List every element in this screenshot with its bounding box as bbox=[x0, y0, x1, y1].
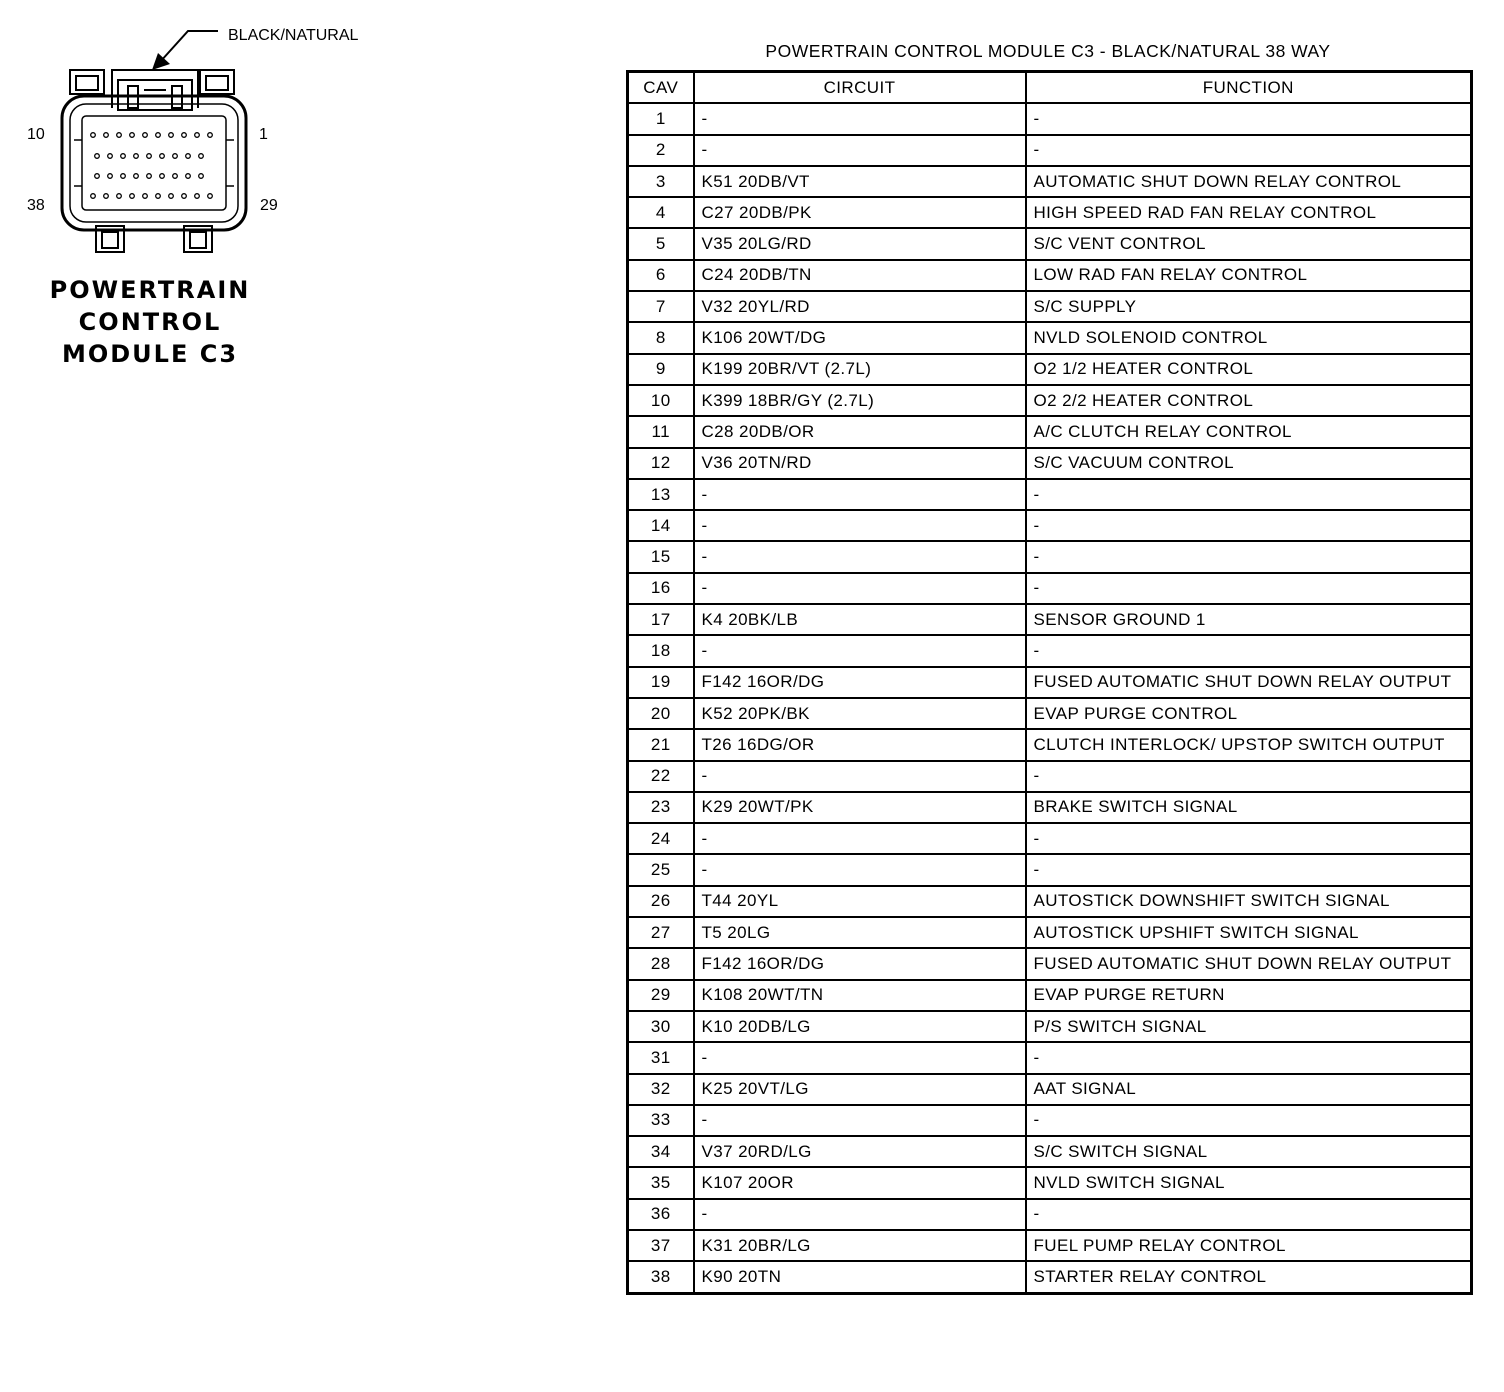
cell-circuit: K10 20DB/LG bbox=[694, 1011, 1026, 1042]
connector-title bbox=[30, 274, 270, 370]
cell-circuit: T26 16DG/OR bbox=[694, 729, 1026, 760]
cell-cav: 16 bbox=[628, 573, 694, 604]
cell-cav: 25 bbox=[628, 854, 694, 885]
table-row bbox=[628, 1074, 1472, 1105]
table-row bbox=[628, 1042, 1472, 1073]
table-row bbox=[628, 604, 1472, 635]
connector-pins bbox=[91, 133, 213, 199]
table-title: POWERTRAIN CONTROL MODULE C3 - BLACK/NATURAL 38 WAY bbox=[765, 41, 1331, 61]
cell-function: FUSED AUTOMATIC SHUT DOWN RELAY OUTPUT bbox=[1026, 948, 1472, 979]
cell-circuit: - bbox=[694, 510, 1026, 541]
cell-function: - bbox=[1026, 823, 1472, 854]
cell-cav: 22 bbox=[628, 761, 694, 792]
header-circuit: CIRCUIT bbox=[694, 72, 1026, 104]
cell-function: - bbox=[1026, 761, 1472, 792]
cell-cav: 18 bbox=[628, 635, 694, 666]
table-row bbox=[628, 385, 1472, 416]
table-row bbox=[628, 854, 1472, 885]
table-row bbox=[628, 103, 1472, 134]
header-cav: CAV bbox=[628, 72, 694, 104]
cell-function: HIGH SPEED RAD FAN RELAY CONTROL bbox=[1026, 197, 1472, 228]
table-row bbox=[628, 573, 1472, 604]
table-row bbox=[628, 698, 1472, 729]
cell-circuit: C24 20DB/TN bbox=[694, 260, 1026, 291]
pinout-table-body bbox=[628, 103, 1472, 1293]
cell-cav: 20 bbox=[628, 698, 694, 729]
cell-function: CLUTCH INTERLOCK/ UPSTOP SWITCH OUTPUT bbox=[1026, 729, 1472, 760]
table-row bbox=[628, 1230, 1472, 1261]
cell-cav: 14 bbox=[628, 510, 694, 541]
cell-cav: 9 bbox=[628, 354, 694, 385]
table-row bbox=[628, 354, 1472, 385]
cell-circuit: - bbox=[694, 1199, 1026, 1230]
cell-circuit: K25 20VT/LG bbox=[694, 1074, 1026, 1105]
connector-title-line-2: CONTROL bbox=[78, 308, 222, 336]
cell-cav: 10 bbox=[628, 385, 694, 416]
table-row bbox=[628, 135, 1472, 166]
table-row bbox=[628, 448, 1472, 479]
cell-circuit: - bbox=[694, 1042, 1026, 1073]
cell-cav: 7 bbox=[628, 291, 694, 322]
cell-cav: 23 bbox=[628, 792, 694, 823]
cell-cav: 1 bbox=[628, 103, 694, 134]
connector-title-line-3: MODULE C3 bbox=[61, 340, 239, 368]
cell-circuit: - bbox=[694, 135, 1026, 166]
leader-line bbox=[160, 31, 218, 62]
cell-function: - bbox=[1026, 135, 1472, 166]
table-row bbox=[628, 166, 1472, 197]
cell-circuit: K90 20TN bbox=[694, 1261, 1026, 1293]
cell-function: - bbox=[1026, 573, 1472, 604]
cell-circuit: - bbox=[694, 1105, 1026, 1136]
cell-cav: 28 bbox=[628, 948, 694, 979]
cell-circuit: V35 20LG/RD bbox=[694, 228, 1026, 259]
table-row bbox=[628, 886, 1472, 917]
cell-function: O2 1/2 HEATER CONTROL bbox=[1026, 354, 1472, 385]
table-row bbox=[628, 322, 1472, 353]
cell-cav: 34 bbox=[628, 1136, 694, 1167]
cell-cav: 4 bbox=[628, 197, 694, 228]
cell-function: EVAP PURGE CONTROL bbox=[1026, 698, 1472, 729]
cell-function: FUSED AUTOMATIC SHUT DOWN RELAY OUTPUT bbox=[1026, 667, 1472, 698]
cell-function: S/C VENT CONTROL bbox=[1026, 228, 1472, 259]
cell-function: S/C SUPPLY bbox=[1026, 291, 1472, 322]
cell-cav: 6 bbox=[628, 260, 694, 291]
cell-circuit: K31 20BR/LG bbox=[694, 1230, 1026, 1261]
cell-circuit: - bbox=[694, 823, 1026, 854]
cell-cav: 11 bbox=[628, 416, 694, 447]
cell-circuit: - bbox=[694, 761, 1026, 792]
cell-function: STARTER RELAY CONTROL bbox=[1026, 1261, 1472, 1293]
cell-function: P/S SWITCH SIGNAL bbox=[1026, 1011, 1472, 1042]
cell-circuit: F142 16OR/DG bbox=[694, 948, 1026, 979]
cell-cav: 8 bbox=[628, 322, 694, 353]
cell-circuit: - bbox=[694, 573, 1026, 604]
cell-cav: 30 bbox=[628, 1011, 694, 1042]
cell-function: AAT SIGNAL bbox=[1026, 1074, 1472, 1105]
table-row bbox=[628, 291, 1472, 322]
cell-circuit: V37 20RD/LG bbox=[694, 1136, 1026, 1167]
connector-diagram bbox=[0, 0, 380, 400]
cell-circuit: K199 20BR/VT (2.7L) bbox=[694, 354, 1026, 385]
cell-function: AUTOMATIC SHUT DOWN RELAY CONTROL bbox=[1026, 166, 1472, 197]
cell-cav: 32 bbox=[628, 1074, 694, 1105]
cell-cav: 36 bbox=[628, 1199, 694, 1230]
cell-circuit: K4 20BK/LB bbox=[694, 604, 1026, 635]
cell-cav: 13 bbox=[628, 479, 694, 510]
cell-cav: 5 bbox=[628, 228, 694, 259]
table-row bbox=[628, 1199, 1472, 1230]
cell-circuit: K51 20DB/VT bbox=[694, 166, 1026, 197]
table-row bbox=[628, 479, 1472, 510]
cell-circuit: V32 20YL/RD bbox=[694, 291, 1026, 322]
cell-cav: 37 bbox=[628, 1230, 694, 1261]
cell-function: EVAP PURGE RETURN bbox=[1026, 980, 1472, 1011]
cell-function: O2 2/2 HEATER CONTROL bbox=[1026, 385, 1472, 416]
cell-function: LOW RAD FAN RELAY CONTROL bbox=[1026, 260, 1472, 291]
cell-function: SENSOR GROUND 1 bbox=[1026, 604, 1472, 635]
cell-function: - bbox=[1026, 103, 1472, 134]
table-header-row bbox=[628, 72, 1472, 104]
cell-cav: 27 bbox=[628, 917, 694, 948]
connector-title-line-1: POWERTRAIN bbox=[49, 276, 251, 304]
cell-cav: 12 bbox=[628, 448, 694, 479]
cell-circuit: V36 20TN/RD bbox=[694, 448, 1026, 479]
cell-function: AUTOSTICK DOWNSHIFT SWITCH SIGNAL bbox=[1026, 886, 1472, 917]
cell-function: S/C VACUUM CONTROL bbox=[1026, 448, 1472, 479]
cell-function: NVLD SOLENOID CONTROL bbox=[1026, 322, 1472, 353]
cell-circuit: - bbox=[694, 635, 1026, 666]
table-row bbox=[628, 510, 1472, 541]
cell-function: - bbox=[1026, 541, 1472, 572]
table-row bbox=[628, 761, 1472, 792]
table-row bbox=[628, 1167, 1472, 1198]
cell-cav: 26 bbox=[628, 886, 694, 917]
pin-label-bottom-right: 29 bbox=[260, 197, 278, 214]
table-row bbox=[628, 1011, 1472, 1042]
cell-circuit: K107 20OR bbox=[694, 1167, 1026, 1198]
cell-cav: 31 bbox=[628, 1042, 694, 1073]
cell-circuit: K29 20WT/PK bbox=[694, 792, 1026, 823]
table-row bbox=[628, 197, 1472, 228]
table-row bbox=[628, 917, 1472, 948]
cell-circuit: K108 20WT/TN bbox=[694, 980, 1026, 1011]
cell-circuit: C27 20DB/PK bbox=[694, 197, 1026, 228]
table-row bbox=[628, 1261, 1472, 1293]
cell-function: - bbox=[1026, 635, 1472, 666]
pin-label-top-left: 10 bbox=[27, 126, 45, 143]
leader-arrowhead-icon bbox=[152, 53, 170, 70]
cell-function: - bbox=[1026, 479, 1472, 510]
cell-cav: 15 bbox=[628, 541, 694, 572]
cell-cav: 38 bbox=[628, 1261, 694, 1293]
cell-function: - bbox=[1026, 510, 1472, 541]
cell-cav: 19 bbox=[628, 667, 694, 698]
cell-circuit: K106 20WT/DG bbox=[694, 322, 1026, 353]
table-row bbox=[628, 541, 1472, 572]
cell-cav: 21 bbox=[628, 729, 694, 760]
connector-body bbox=[62, 96, 246, 230]
table-row bbox=[628, 1136, 1472, 1167]
cell-function: - bbox=[1026, 1042, 1472, 1073]
cell-circuit: F142 16OR/DG bbox=[694, 667, 1026, 698]
cell-circuit: T44 20YL bbox=[694, 886, 1026, 917]
cell-circuit: C28 20DB/OR bbox=[694, 416, 1026, 447]
header-function: FUNCTION bbox=[1026, 72, 1472, 104]
cell-circuit: K399 18BR/GY (2.7L) bbox=[694, 385, 1026, 416]
color-label: BLACK/NATURAL bbox=[228, 27, 359, 44]
cell-function: FUEL PUMP RELAY CONTROL bbox=[1026, 1230, 1472, 1261]
cell-cav: 17 bbox=[628, 604, 694, 635]
cell-function: - bbox=[1026, 1199, 1472, 1230]
cell-circuit: - bbox=[694, 103, 1026, 134]
table-row bbox=[628, 260, 1472, 291]
cell-function: A/C CLUTCH RELAY CONTROL bbox=[1026, 416, 1472, 447]
cell-circuit: - bbox=[694, 479, 1026, 510]
cell-circuit: K52 20PK/BK bbox=[694, 698, 1026, 729]
table-row bbox=[628, 948, 1472, 979]
cell-function: AUTOSTICK UPSHIFT SWITCH SIGNAL bbox=[1026, 917, 1472, 948]
cell-function: - bbox=[1026, 1105, 1472, 1136]
cell-circuit: - bbox=[694, 854, 1026, 885]
cell-function: NVLD SWITCH SIGNAL bbox=[1026, 1167, 1472, 1198]
cell-cav: 29 bbox=[628, 980, 694, 1011]
pin-label-top-right: 1 bbox=[259, 126, 268, 143]
table-row bbox=[628, 416, 1472, 447]
cell-function: S/C SWITCH SIGNAL bbox=[1026, 1136, 1472, 1167]
cell-cav: 24 bbox=[628, 823, 694, 854]
table-row bbox=[628, 729, 1472, 760]
cell-function: - bbox=[1026, 854, 1472, 885]
table-row bbox=[628, 792, 1472, 823]
table-row bbox=[628, 635, 1472, 666]
pin-label-bottom-left: 38 bbox=[27, 197, 45, 214]
table-row bbox=[628, 228, 1472, 259]
cell-cav: 35 bbox=[628, 1167, 694, 1198]
table-row bbox=[628, 667, 1472, 698]
table-row bbox=[628, 823, 1472, 854]
cell-circuit: - bbox=[694, 541, 1026, 572]
cell-cav: 33 bbox=[628, 1105, 694, 1136]
cell-circuit: T5 20LG bbox=[694, 917, 1026, 948]
table-row bbox=[628, 1105, 1472, 1136]
cell-function: BRAKE SWITCH SIGNAL bbox=[1026, 792, 1472, 823]
cell-cav: 3 bbox=[628, 166, 694, 197]
cell-cav: 2 bbox=[628, 135, 694, 166]
table-row bbox=[628, 980, 1472, 1011]
pinout-table bbox=[626, 70, 1473, 1295]
